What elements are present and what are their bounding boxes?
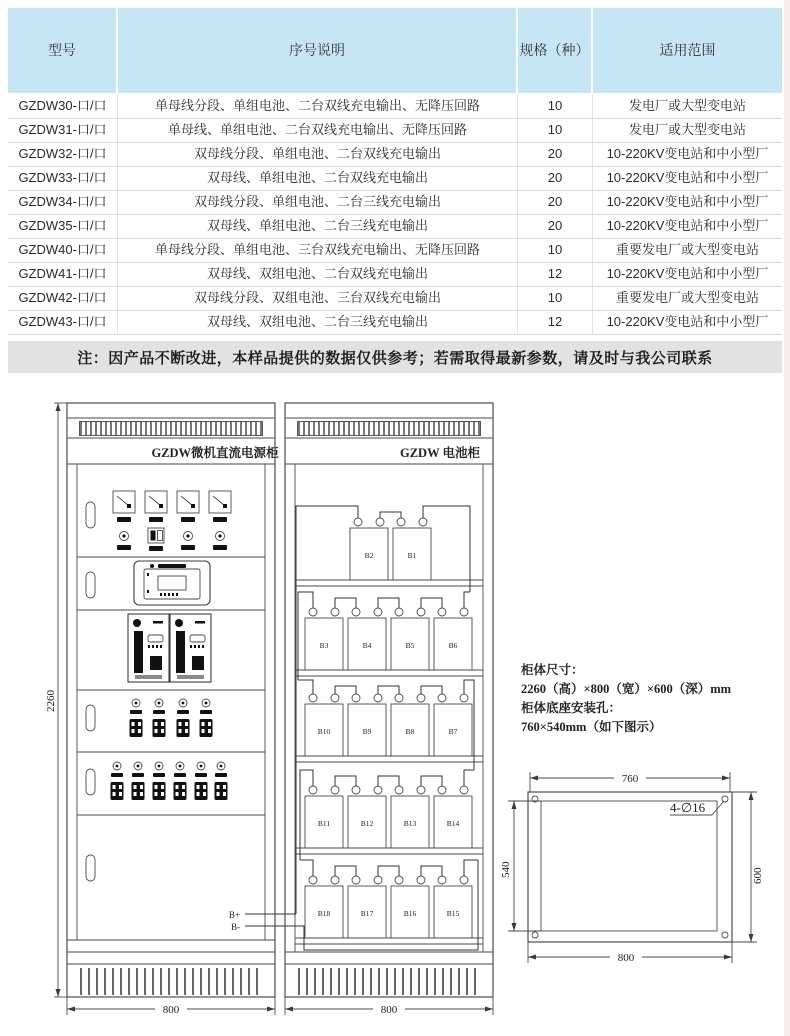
svg-text:800: 800 [380, 1004, 398, 1016]
cell-range: 10-220KV变电站和中小型厂 [593, 143, 782, 167]
cell-desc: 单母线分段、单组电池、二台双线充电输出、无降压回路 [118, 95, 518, 119]
cell-desc: 双母线、单组电池、二台三线充电输出 [118, 215, 518, 239]
base-slats-right [298, 968, 480, 995]
cell-range: 10-220KV变电站和中小型厂 [593, 263, 782, 287]
table-row [8, 215, 782, 239]
spec-table [8, 8, 782, 335]
base-mounting-diagram [500, 772, 764, 964]
battery-label: B9 [362, 727, 372, 736]
cell-desc: 单母线、单组电池、二台双线充电输出、无降压回路 [118, 119, 518, 143]
hole-callout: 4-∅16 [670, 800, 706, 815]
battery-label: B17 [360, 909, 374, 918]
analog-meters [113, 491, 231, 522]
dim-width-right [285, 997, 493, 1016]
svg-text:800: 800 [617, 952, 635, 964]
cell-model: GZDW31-口/口 [8, 119, 118, 143]
cell-model: GZDW33-口/口 [8, 167, 118, 191]
battery-label: B4 [362, 641, 372, 650]
battery-row [350, 518, 431, 580]
dim-width-left [67, 997, 275, 1016]
battery-label: B13 [403, 819, 417, 828]
battery-label: B18 [317, 909, 331, 918]
battery-label: B12 [360, 819, 374, 828]
power-cabinet [67, 403, 279, 997]
door-handles [86, 502, 95, 881]
cabinet-spec-text [521, 662, 732, 734]
battery-row [305, 694, 472, 756]
battery-label: B15 [446, 909, 460, 918]
breaker-row-6 [111, 762, 228, 800]
header-model: 型号 [8, 8, 118, 95]
battery-label: B16 [403, 909, 417, 918]
cell-model: GZDW42-口/口 [8, 287, 118, 311]
cell-spec: 10 [518, 287, 593, 311]
cell-model: GZDW32-口/口 [8, 143, 118, 167]
cell-desc: 单母线分段、单组电池、三台双线充电输出、无降压回路 [118, 239, 518, 263]
battery-label: B10 [317, 727, 331, 736]
power-cabinet-title: GZDW微机直流电源柜 [151, 446, 279, 460]
cell-range: 10-220KV变电站和中小型厂 [593, 191, 782, 215]
battery-label: B2 [364, 551, 374, 560]
battery-shelves [285, 580, 493, 964]
svg-text:2260（高）×800（宽）×600（深）mm: 2260（高）×800（宽）×600（深）mm [521, 682, 732, 696]
svg-text:柜体底座安装孔：: 柜体底座安装孔： [521, 701, 622, 715]
battery-label: B14 [446, 819, 460, 828]
battery-label: B6 [448, 641, 458, 650]
wire-label-positive: B+ [228, 910, 240, 920]
table-row [8, 191, 782, 215]
base-slats-left [80, 968, 262, 995]
cell-desc: 双母线分段、双组电池、三台双线充电输出 [118, 287, 518, 311]
cell-spec: 12 [518, 311, 593, 335]
svg-text:760: 760 [621, 773, 639, 785]
table-row [8, 143, 782, 167]
table-row [8, 287, 782, 311]
cell-model: GZDW30-口/口 [8, 95, 118, 119]
cell-spec: 10 [518, 239, 593, 263]
cabinet-drawing [0, 380, 790, 1036]
cell-model: GZDW41-口/口 [8, 263, 118, 287]
cell-range: 重要发电厂或大型变电站 [593, 239, 782, 263]
header-spec: 规格（种） [518, 8, 593, 95]
battery-row [305, 876, 472, 938]
indicator-lamps [117, 528, 227, 551]
battery-label: B7 [448, 727, 458, 736]
svg-text:540: 540 [500, 861, 512, 878]
battery-row [305, 786, 472, 848]
cell-model: GZDW35-口/口 [8, 215, 118, 239]
header-range: 适用范围 [593, 8, 782, 95]
battery-label: B5 [405, 641, 415, 650]
vent-grille-left [79, 421, 263, 436]
cell-range: 发电厂或大型变电站 [593, 95, 782, 119]
cell-spec: 10 [518, 95, 593, 119]
cell-range: 10-220KV变电站和中小型厂 [593, 167, 782, 191]
battery-cabinet-title: GZDW 电池柜 [400, 446, 480, 460]
wire-label-negative: B- [231, 922, 240, 932]
svg-text:800: 800 [162, 1004, 180, 1016]
battery-cabinet [229, 403, 493, 997]
dim-height-2260 [45, 403, 67, 997]
cell-desc: 双母线分段、单组电池、二台双线充电输出 [118, 143, 518, 167]
table-row [8, 95, 782, 119]
table-row [8, 311, 782, 335]
cell-spec: 20 [518, 191, 593, 215]
battery-label: B3 [319, 641, 329, 650]
cell-model: GZDW43-口/口 [8, 311, 118, 335]
monitor-display [134, 561, 210, 605]
breaker-row-4 [130, 699, 213, 737]
battery-label: B8 [405, 727, 415, 736]
cell-range: 重要发电厂或大型变电站 [593, 287, 782, 311]
table-row [8, 263, 782, 287]
battery-row [305, 608, 472, 670]
battery-label: B11 [317, 819, 331, 828]
svg-text:760×540mm（如下图示）: 760×540mm（如下图示） [521, 720, 662, 734]
table-row [8, 119, 782, 143]
cell-model: GZDW40-口/口 [8, 239, 118, 263]
svg-text:2260: 2260 [45, 690, 57, 712]
battery-label: B1 [407, 551, 417, 560]
cell-spec: 20 [518, 143, 593, 167]
cell-spec: 20 [518, 215, 593, 239]
table-header-row [8, 8, 782, 95]
svg-text:600: 600 [752, 867, 764, 884]
cell-range: 10-220KV变电站和中小型厂 [593, 311, 782, 335]
table-row [8, 239, 782, 263]
cell-desc: 双母线分段、单组电池、二台三线充电输出 [118, 191, 518, 215]
note-bar: 注：因产品不断改进，本样品提供的数据仅供参考；若需取得最新参数，请及时与我公司联系 [8, 341, 782, 373]
table-row [8, 167, 782, 191]
cell-desc: 双母线、双组电池、二台双线充电输出 [118, 263, 518, 287]
cell-spec: 20 [518, 167, 593, 191]
charger-modules [128, 614, 211, 682]
cell-spec: 10 [518, 119, 593, 143]
cell-desc: 双母线、双组电池、二台三线充电输出 [118, 311, 518, 335]
header-desc: 序号说明 [118, 8, 518, 95]
cell-desc: 双母线、单组电池、二台双线充电输出 [118, 167, 518, 191]
cell-range: 10-220KV变电站和中小型厂 [593, 215, 782, 239]
svg-text:柜体尺寸：: 柜体尺寸： [521, 663, 584, 677]
cell-range: 发电厂或大型变电站 [593, 119, 782, 143]
page-edge-strip [784, 0, 790, 1036]
cell-model: GZDW34-口/口 [8, 191, 118, 215]
cell-spec: 12 [518, 263, 593, 287]
vent-grille-right [297, 421, 481, 436]
